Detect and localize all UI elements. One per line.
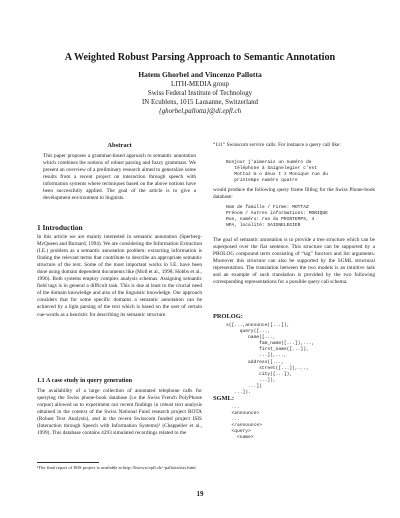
footnote-rule <box>37 462 99 463</box>
footnote: ¹The final report of ISIS project is available at http://litwww.epfl.ch/~pallotta/isis.html <box>37 465 196 470</box>
right-frame-intro <box>213 187 375 201</box>
sgml-label: SGML: <box>213 395 234 402</box>
abstract-paragraph: This paper proposes a grammar-based approach to semantic annotation which combines the notions of robust parsing and fuzzy grammars. We present an overview of a preliminary research aimed to generalize some results from a recent project on interaction through speech with information systems where techniques based on the above notions have been successfully applied. The goal of the article is to give a development environment to linguists. <box>43 153 196 202</box>
query-frame-filling: Nom de famille / Firme: MOTTAZ Prénom / Autres informations: MONIQUE Rue, numéro: rue du PRINTEMPS, 4 NPA, localité: SAIGNELEGIER <box>226 205 328 229</box>
case-study-paragraph: The availability of a large collection of annotated telephone calls for querying the Swiss phone-book database (i.e the Swiss French PolyPhone corpus) allowed us to experiment our recent findings in robust text analysis obtained in the context of the Swiss National Fund research project ROTA (Robust Text Analysis), and in the recent Swisscom funded project ISIS (Interaction through Speech with Information Systems)¹ (Chappelier et al., 1999). This database contains 4293 simulated recordings related to the <box>37 388 202 437</box>
subsection-heading-case-study: 1.1 A case study in query generation <box>37 377 133 384</box>
paper-authors: Hatem Ghorbel and Vincenzo Pallotta <box>138 70 262 79</box>
affiliation-group: LITH-MEDIA group <box>171 81 229 88</box>
right-intro-text <box>213 142 375 149</box>
affiliation-address: IN Ecublens, 1015 Lausanne, Switzerland <box>142 99 258 106</box>
page-number: 19 <box>196 490 204 498</box>
introduction-paragraph: In this article we are mainly interested in semantic annotation (Sperberg-McQueen and Burnard, 1994). We are considering the Information Extraction (I.E.) problem as a semantic annotation problem: extracting information is finding the relevant terms that contribute to describe an appropriate semantic structure of the text. Some of the most important works in I.E. have been done using domain dependent documents like (Moll et al., 1998; Hobbs et al., 1996). Both systems employ complex analysis schemas. Assigning semantic field tags is in general a difficult task. This is due at least to the crucial need of the domain knowledge and also of the linguistic knowledge. Our approach considers that for some specific domains a semantic annotation can be achieved by a light parsing of the text which is based on the user of certain cue-words as a heuristic for describing its semantic structure. <box>37 234 202 318</box>
right-paragraph-1: “111” Swisscom service calls. For instance a query call like: <box>213 142 341 148</box>
sgml-code: ... <announce> ... </announce> <query> <name> <box>231 405 262 441</box>
case-study-text <box>37 388 202 437</box>
prolog-code: s([...,announce([...]), query([..., name([..., fam_name([...]),..., first_name([...]), ...]),..., address([..., street([...]),..., city([...]), ...]), ...]) ...]). <box>226 323 315 396</box>
example-query-call: Bonjour j'aimerais un numéro de téléphone à Saignelegier c'est Mottaz m o deux t z Monique rue du printemps numéro quatre <box>226 160 328 184</box>
paper-title: A Weighted Robust Parsing Approach to Semantic Annotation <box>64 52 336 63</box>
affiliation-institute: Swiss Federal Institute of Technology <box>147 90 253 97</box>
right-paragraph-2: would produce the following query frame filling for the Swiss Phone-book database: <box>213 187 375 201</box>
right-paragraph-3: The goal of semantic annotation is to provide a tree structure which can be superposed over the flat sentence. This structure can be supported by a PROLOG compound term consisting of “tag” functors and list arguments. Moreover this structure can also be supported by the SGML structural representation. The translation between the two models is an intuitive task and an example of such translation is provided by the two following corresponding representations for a possible query call schema. <box>213 237 375 286</box>
abstract-text <box>37 153 202 202</box>
prolog-label: PROLOG: <box>213 313 243 320</box>
right-annotation-text <box>213 237 375 286</box>
affiliation-email: {ghorbel,pallotta}@di.epfl.ch <box>158 108 242 115</box>
introduction-text <box>37 234 202 319</box>
section-heading-introduction: 1 Introduction <box>37 223 83 232</box>
abstract-heading: Abstract <box>107 142 132 149</box>
